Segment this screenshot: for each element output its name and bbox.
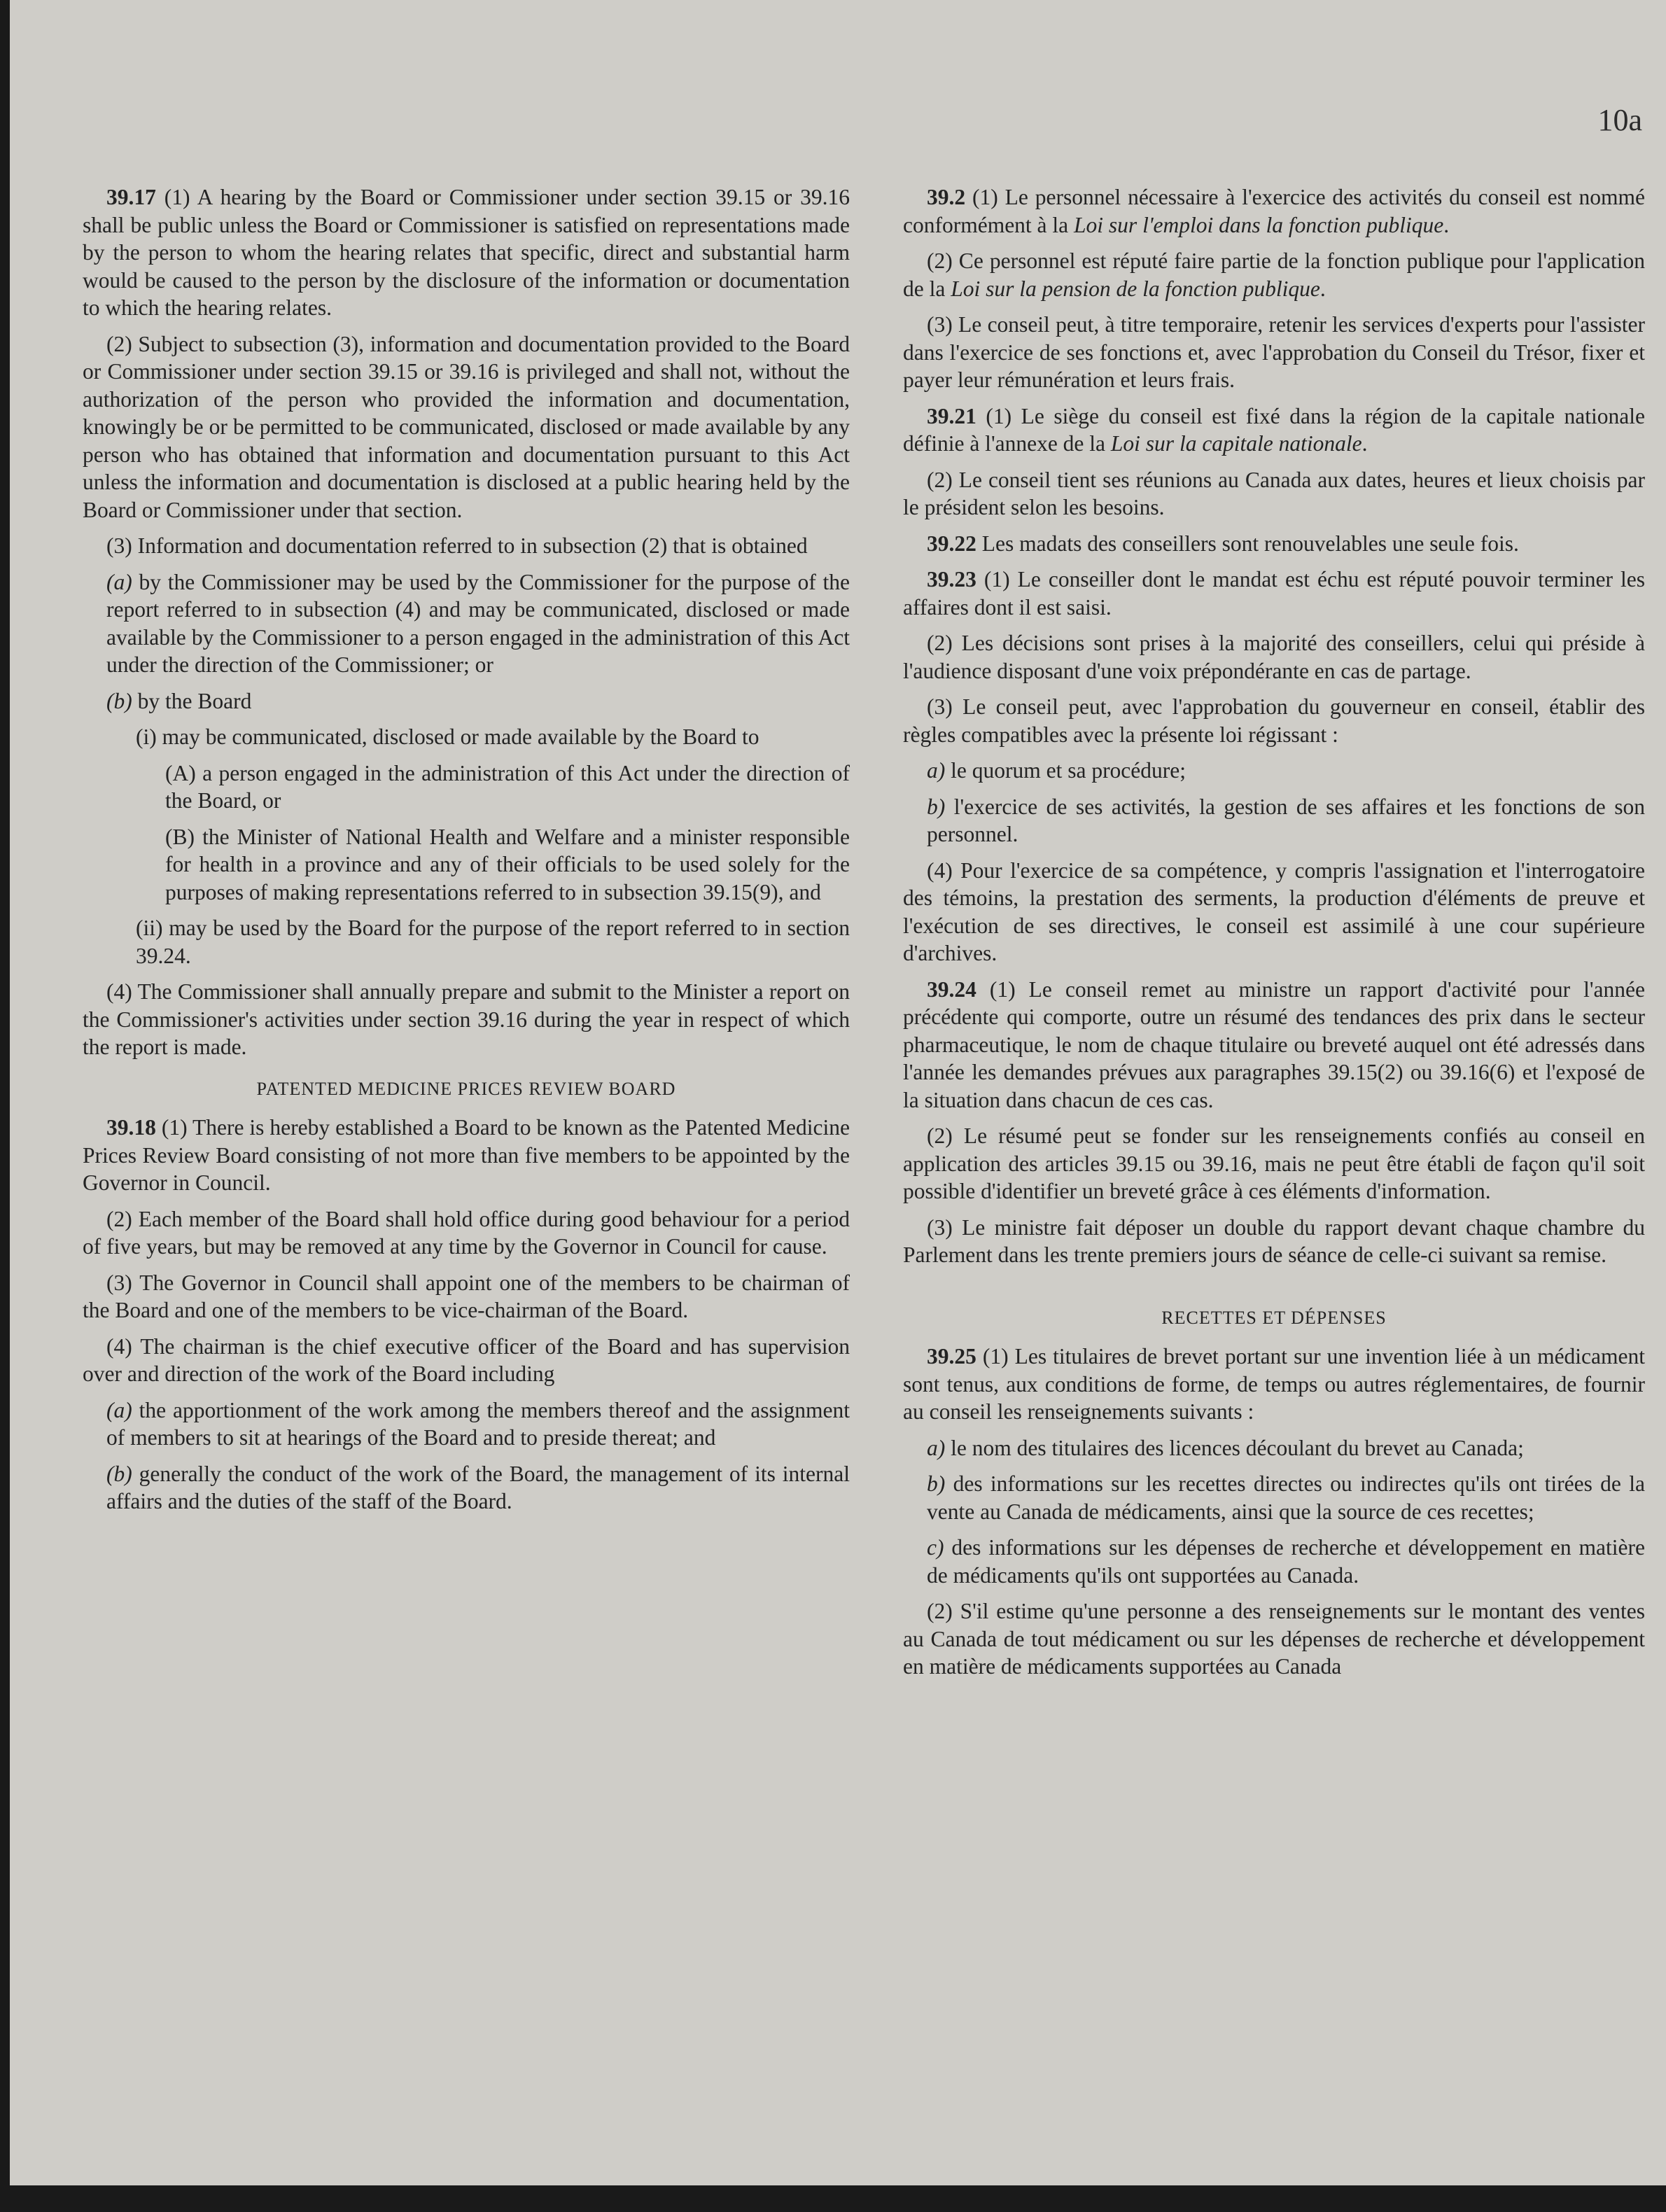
paragraph-39-23-2: (2) Les décisions sont prises à la majorité des conseillers, celui qui préside à l'audience disposant d'une voix prépondérante en cas de partage. [903, 631, 1645, 683]
section-heading: PATENTED MEDICINE PRICES REVIEW BOARD [256, 1078, 676, 1099]
paragraph-39-17-2: (2) Subject to subsection (3), information and documentation provided to the Board or Commissioner under section 39.15 or 39.16 is privileged and shall not, without the authorization of the person who provided the information and documentation, knowingly be or be permitted to be communicated, disclosed or made available by any person who has obtained that information and documentation pursuant to this Act unless the information and documentation is disclosed at a public hearing held by the Board or Commissioner under that section. [83, 331, 850, 522]
subclause-A: (A) a person engaged in the administration of this Act under the direction of the Board, or [165, 760, 850, 813]
clause-a [927, 757, 1645, 785]
paragraph-text: Les madats des conseillers sont renouvelables une seule fois. [976, 531, 1519, 556]
paragraph-text: (1) Le personnel nécessaire à l'exercice des activités du conseil est nommé conformément à la [903, 185, 1645, 237]
paragraph-39-23-1 [903, 566, 1645, 621]
paragraph-text: . [1443, 212, 1450, 237]
paragraph-text: (2) Ce personnel est réputé faire partie de la fonction publique pour l'application de la [903, 248, 1645, 301]
paragraph-39-22 [903, 530, 1645, 558]
section-number: 39.18 [106, 1115, 156, 1140]
section-number: 39.23 [927, 567, 976, 592]
clause-marker: (a) [106, 569, 132, 594]
clause-text: l'exercice de ses activités, la gestion de ses affaires et les fonctions de son personnel. [927, 794, 1645, 846]
clause-marker: (a) [106, 1397, 132, 1422]
paragraph-39-24-3: (3) Le ministre fait déposer un double du rapport devant chaque chambre du Parlement dans les trente premiers jours de séance de celle-ci suivant sa remise. [903, 1214, 1645, 1267]
section-number: 39.21 [927, 403, 976, 428]
paragraph-39-23-4: (4) Pour l'exercice de sa compétence, y compris l'assignation et l'interrogatoire des témoins, la prestation des serments, la production d'éléments de preuve et l'exécution de ses directives, le conseil est assimilé à une cour supérieure d'archives. [903, 858, 1645, 965]
paragraph-text: (1) Les titulaires de brevet portant sur une invention liée à un médicament sont tenus, aux conditions de forme, de temps ou autres réglementaires, de fournir au conseil les renseignements suivants : [903, 1344, 1645, 1424]
paragraph-39-17-3: (3) Information and documentation referred to in subsection (2) that is obtained [106, 533, 808, 558]
paragraph-39-18-3: (3) The Governor in Council shall appoint one of the members to be chairman of the Board and one of the members to be vice-chairman of the Board. [83, 1270, 850, 1322]
clause-marker: b) [927, 794, 946, 819]
clause-c [927, 1534, 1645, 1589]
clause-marker: a) [927, 1435, 946, 1460]
paragraph-39-21-2: (2) Le conseil tient ses réunions au Canada aux dates, heures et lieux choisis par le président selon les besoins. [903, 467, 1645, 519]
paragraph-text: . [1320, 276, 1326, 301]
paragraph-text: . [1362, 431, 1368, 456]
paragraph-39-18-2: (2) Each member of the Board shall hold office during good behaviour for a period of five years, but may be removed at any time by the Governor in Council for cause. [83, 1206, 850, 1259]
clause-text: le quorum et sa procédure; [945, 758, 1186, 783]
paragraph-39-2-3: (3) Le conseil peut, à titre temporaire, retenir les services d'experts pour l'assister dans l'exercice de ses fonctions et, avec l'approbation du Conseil du Trésor, fixer et payer leur rémunération et leurs frais. [903, 312, 1645, 392]
clause-a [927, 1434, 1645, 1462]
clause-text: des informations sur les recettes directes ou indirectes qu'ils ont tirées de la vente au Canada de médicaments, ainsi que la source de ces recettes; [927, 1471, 1645, 1524]
clause-text: des informations sur les dépenses de recherche et développement en matière de médicaments qu'ils ont supportées au Canada. [927, 1535, 1645, 1588]
subclause-i: (i) may be communicated, disclosed or made available by the Board to [136, 724, 760, 749]
clause-text: by the Board [132, 688, 252, 713]
clause-marker: c) [927, 1535, 944, 1560]
act-title: Loi sur la pension de la fonction publique [951, 276, 1320, 301]
paragraph-39-24-1 [903, 976, 1645, 1114]
french-column [903, 183, 1645, 1689]
paragraph-39-18-1 [83, 1114, 850, 1197]
clause-text: le nom des titulaires des licences découlant du brevet au Canada; [945, 1435, 1524, 1460]
paragraph-39-2-1 [903, 183, 1645, 239]
clause-text: by the Commissioner may be used by the Commissioner for the purpose of the report referred to in subsection (4) and may be communicated, disclosed or made available by the Commissioner to a person engaged in the administration of this Act under the direction of the Commissioner; or [106, 569, 850, 677]
clause-b [927, 793, 1645, 848]
clause-marker: a) [927, 758, 946, 783]
clause-marker: (b) [106, 1461, 132, 1486]
section-number: 39.25 [927, 1344, 976, 1368]
section-number: 39.17 [106, 185, 156, 209]
paragraph-39-24-2: (2) Le résumé peut se fonder sur les renseignements confiés au conseil en application des articles 39.15 ou 39.16, mais ne peut être établi de façon qu'il soit possible d'identifier un breveté grâce à ces éléments d'information. [903, 1124, 1645, 1203]
clause-b [927, 1470, 1645, 1525]
paragraph-39-25-1 [903, 1343, 1645, 1426]
english-column [83, 183, 850, 1524]
clause-marker: b) [927, 1471, 946, 1496]
act-title: Loi sur l'emploi dans la fonction publique [1074, 212, 1444, 237]
section-number: 39.2 [927, 185, 966, 209]
section-number: 39.22 [927, 531, 976, 556]
paragraph-39-18-4: (4) The chairman is the chief executive officer of the Board and has supervision over and direction of the work of the Board including [83, 1334, 850, 1386]
paragraph-39-25-2: (2) S'il estime qu'une personne a des renseignements sur le montant des ventes au Canada de tout médicament ou sur les dépenses de recherche et développement en matière de médicaments supportées au Canada [903, 1599, 1645, 1679]
subclause-B: (B) the Minister of National Health and Welfare and a minister responsible for health in a province and any of their officials to be used solely for the purposes of making representations referred to in subsection 39.15(9), and [165, 824, 850, 904]
clause-a [106, 568, 850, 679]
page-number: 10a [1597, 103, 1642, 137]
section-heading: RECETTES ET DÉPENSES [1161, 1307, 1387, 1328]
clause-b [106, 1460, 850, 1516]
paragraph-text: (1) There is hereby established a Board to be known as the Patented Medicine Prices Review Board consisting of not more than five members to be appointed by the Governor in Council. [83, 1115, 850, 1195]
paragraph-text: (1) A hearing by the Board or Commissioner under section 39.15 or 39.16 shall be public unless the Board or Commissioner is satisfied on representations made by the person to whom the hearing relates that specific, direct and substantial harm would be caused to the person by the disclosure of the information or documentation to which the hearing relates. [83, 185, 850, 320]
paragraph-39-2-2 [903, 247, 1645, 302]
clause-text: generally the conduct of the work of the Board, the management of its internal affairs and the duties of the staff of the Board. [106, 1461, 850, 1513]
clause-a [106, 1396, 850, 1452]
paragraph-text: (1) Le conseil remet au ministre un rapport d'activité pour l'année précédente qui comporte, outre un résumé des tendances des prix dans le secteur pharmaceutique, le nom de chaque titulaire ou breveté auquel ont été adressés dans l'année les demandes prévues aux paragraphes 39.15(2) ou 39.16(6) et l'exposé de la situation dans chacun de ces cas. [903, 976, 1645, 1112]
paragraph-39-17-1 [83, 183, 850, 322]
paragraph-39-23-3: (3) Le conseil peut, avec l'approbation du gouverneur en conseil, établir des règles compatibles avec la présente loi régissant : [903, 694, 1645, 747]
section-number: 39.24 [927, 976, 976, 1002]
clause-b [106, 687, 850, 715]
clause-text: the apportionment of the work among the members thereof and the assignment of members to sit at hearings of the Board and to preside thereat; and [106, 1397, 850, 1450]
act-title: Loi sur la capitale nationale [1110, 431, 1362, 456]
paragraph-39-17-4: (4) The Commissioner shall annually prepare and submit to the Minister a report on the Commissioner's activities under section 39.16 during the year in respect of which the report is made. [83, 979, 850, 1059]
paragraph-39-21-1 [903, 402, 1645, 458]
subclause-ii: (ii) may be used by the Board for the purpose of the report referred to in section 39.24. [136, 916, 850, 968]
document-page [10, 0, 1666, 2185]
paragraph-text: (1) Le conseiller dont le mandat est échu est réputé pouvoir terminer les affaires dont il est saisi. [903, 567, 1645, 620]
clause-marker: (b) [106, 688, 132, 713]
paragraph-text: (1) Le siège du conseil est fixé dans la région de la capitale nationale définie à l'annexe de la [903, 403, 1645, 456]
